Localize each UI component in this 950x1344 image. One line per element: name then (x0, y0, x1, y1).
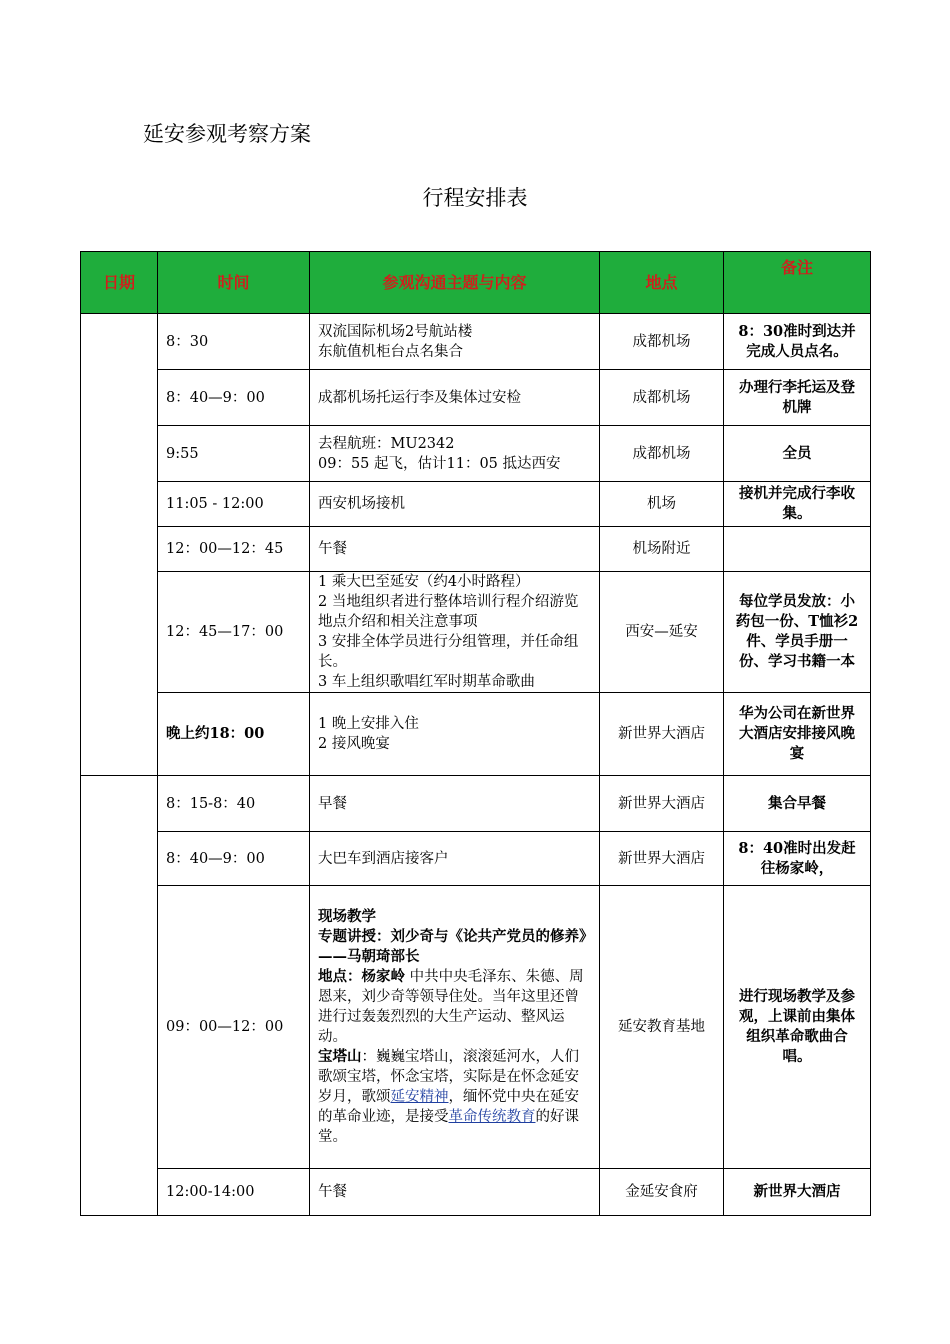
content-cell (310, 426, 600, 482)
location-cell: 成都机场 (600, 370, 724, 426)
revolutionary-education-link[interactable]: 革命传统教育 (448, 1109, 536, 1125)
content-line: 1 晚上安排入住 (318, 716, 419, 732)
location-cell: 新世界大酒店 (600, 693, 724, 776)
location-cell: 新世界大酒店 (600, 776, 724, 832)
remarks-cell: 新世界大酒店 (724, 1169, 871, 1216)
content-line: 双流国际机场2号航站楼 (318, 323, 473, 340)
table-row (81, 426, 871, 482)
table-row (81, 693, 871, 776)
content-line: 专题讲授：刘少奇与《论共产党员的修养》 (318, 928, 594, 945)
location-cell: 机场 (600, 482, 724, 527)
content-cell (310, 693, 600, 776)
content-line: ——马朝琦部长 (318, 948, 420, 965)
table-row (81, 832, 871, 886)
content-text: ，缅怀党中央在延安的革命业迹，是接受 (318, 1089, 579, 1125)
table-title: 行程安排表 (422, 186, 528, 210)
table-row (81, 314, 871, 370)
table-row (81, 572, 871, 693)
header-content: 参观沟通主题与内容 (310, 252, 600, 314)
content-cell (310, 314, 600, 370)
header-time: 时间 (158, 252, 310, 314)
content-cell: 早餐 (310, 776, 600, 832)
content-line: 去程航班：MU2342 (318, 435, 455, 452)
content-paragraph-yangjialing (318, 967, 591, 1047)
header-location: 地点 (600, 252, 724, 314)
remarks-cell (724, 527, 871, 572)
content-line: 现场教学 (318, 908, 376, 925)
remarks-cell: 华为公司在新世界大酒店安排接风晚宴 (724, 693, 871, 776)
content-cell: 午餐 (310, 527, 600, 572)
table-row (81, 776, 871, 832)
location-cell: 成都机场 (600, 426, 724, 482)
remarks-cell: 集合早餐 (724, 776, 871, 832)
content-line: 1 乘大巴至延安（约4小时路程） (318, 574, 530, 590)
content-line: 东航值机柜台点名集合 (318, 343, 463, 360)
content-line: 2 当地组织者进行整体培训行程介绍游览地点介绍和相关注意事项 (318, 594, 579, 630)
location-cell: 金延安食府 (600, 1169, 724, 1216)
time-cell: 12：00—12：45 (158, 527, 310, 572)
date-cell-day2 (81, 776, 158, 1216)
content-line: 3 车上组织歌唱红军时期革命歌曲 (318, 674, 535, 690)
time-cell: 8：40—9：00 (158, 832, 310, 886)
content-text: 中共中央毛泽东、朱德、周恩来，刘少奇等领导住处。当年这里还曾进行过轰轰烈烈的大生产运动、整风运动。 (318, 969, 584, 1045)
time-cell: 12：45—17：00 (158, 572, 310, 693)
time-cell: 8：30 (158, 314, 310, 370)
date-cell-day1 (81, 314, 158, 776)
remarks-cell: 接机并完成行李收集。 (724, 482, 871, 527)
content-cell: 西安机场接机 (310, 482, 600, 527)
content-text: ：巍巍宝塔山，滚滚延河水，人们歌颂宝塔，怀念宝塔，实际是在怀念延安岁月，歌颂 (318, 1049, 579, 1105)
table-row (81, 886, 871, 1169)
table-row (81, 370, 871, 426)
time-cell: 12:00-14:00 (158, 1169, 310, 1216)
itinerary-table (80, 251, 871, 1216)
content-line: 3 安排全体学员进行分组管理，并任命组长。 (318, 634, 579, 670)
location-cell: 成都机场 (600, 314, 724, 370)
content-cell: 大巴车到酒店接客户 (310, 832, 600, 886)
remarks-cell: 每位学员发放：小药包一份、T恤衫2件、学员手册一份、学习书籍一本 (724, 572, 871, 693)
time-cell: 11:05 - 12:00 (158, 482, 310, 527)
table-header-row (81, 252, 871, 314)
time-cell: 晚上约18：00 (158, 693, 310, 776)
content-cell: 成都机场托运行李及集体过安检 (310, 370, 600, 426)
location-cell: 延安教育基地 (600, 886, 724, 1169)
content-label: 地点：杨家岭 (318, 968, 405, 985)
time-cell: 09：00—12：00 (158, 886, 310, 1169)
table-row (81, 527, 871, 572)
remarks-cell: 进行现场教学及参观，上课前由集体组织革命歌曲合唱。 (724, 886, 871, 1169)
table-row (81, 1169, 871, 1216)
time-cell: 9:55 (158, 426, 310, 482)
table-row (81, 482, 871, 527)
location-cell: 机场附近 (600, 527, 724, 572)
location-cell: 西安—延安 (600, 572, 724, 693)
location-cell: 新世界大酒店 (600, 832, 724, 886)
content-label: 宝塔山 (318, 1048, 362, 1065)
remarks-cell: 办理行李托运及登机牌 (724, 370, 871, 426)
remarks-cell: 全员 (724, 426, 871, 482)
content-line: 2 接风晚宴 (318, 736, 390, 752)
remarks-cell: 8：30准时到达并完成人员点名。 (724, 314, 871, 370)
time-cell: 8：40—9：00 (158, 370, 310, 426)
content-paragraph-baotashan (318, 1047, 591, 1147)
header-remarks: 备注 (724, 252, 871, 314)
remarks-cell: 8：40准时出发赶往杨家岭， (724, 832, 871, 886)
content-cell (310, 886, 600, 1169)
content-text: 的好课堂。 (318, 1109, 579, 1145)
content-cell (310, 572, 600, 693)
yanan-spirit-link[interactable]: 延安精神 (390, 1089, 449, 1105)
time-cell: 8：15-8：40 (158, 776, 310, 832)
content-line: 09：55 起飞，估计11：05 抵达西安 (318, 455, 561, 472)
document-title: 延安参观考察方案 (143, 122, 311, 146)
header-date: 日期 (81, 252, 158, 314)
content-cell: 午餐 (310, 1169, 600, 1216)
